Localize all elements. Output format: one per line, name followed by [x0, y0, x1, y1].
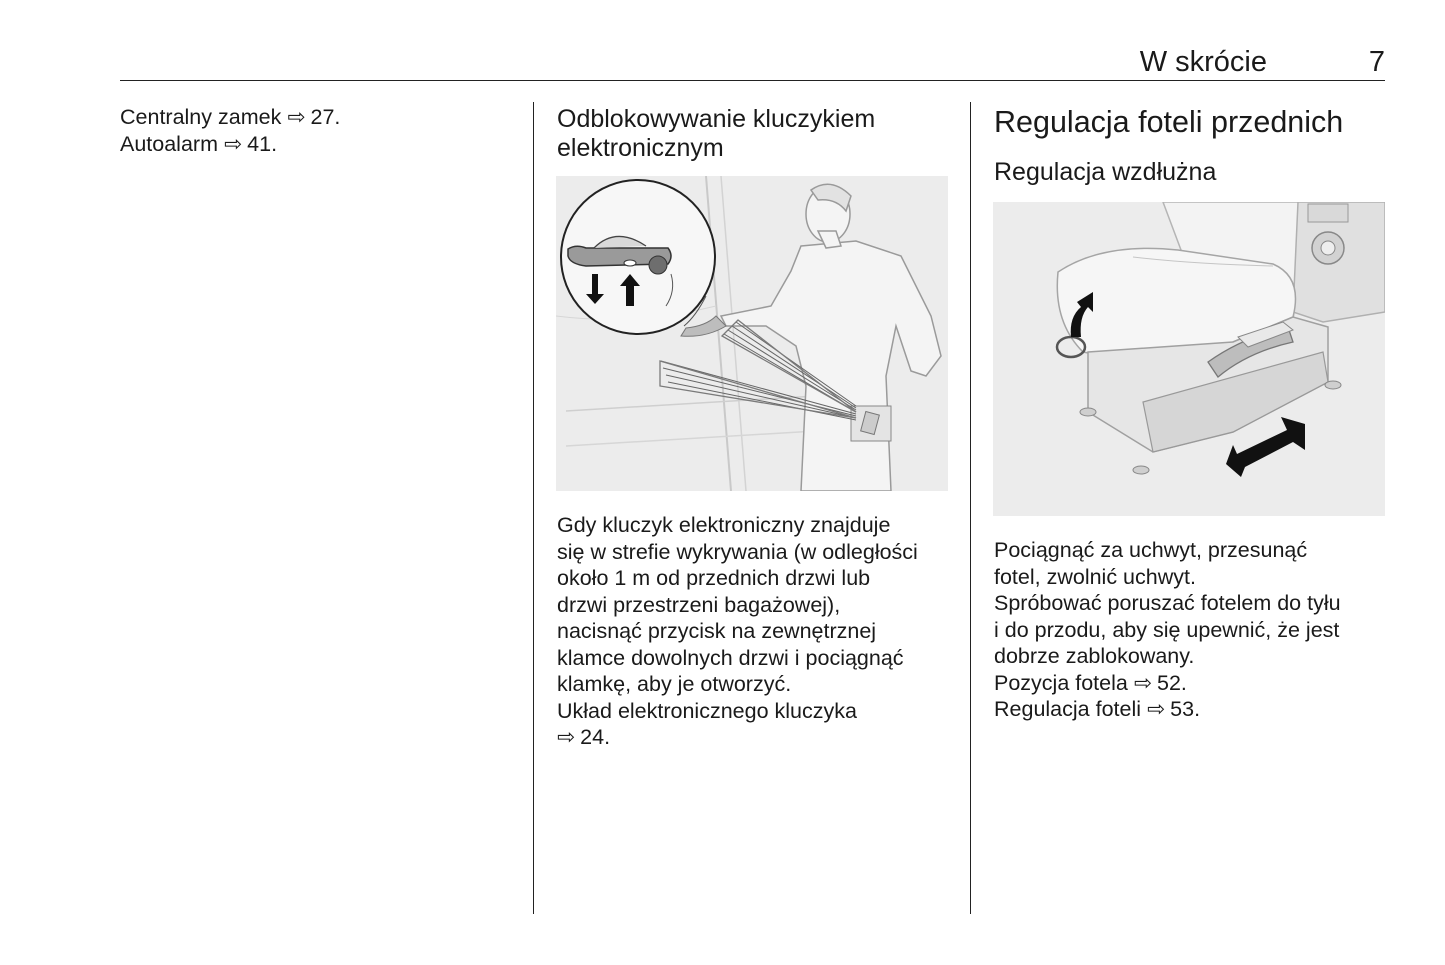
section-title: Regulacja foteli przednich	[994, 105, 1344, 139]
page-arrow-icon: ⇨	[223, 131, 242, 156]
cross-reference: Układ elektronicznego kluczyka ⇨ 24.	[557, 698, 857, 749]
column-divider-right	[970, 102, 971, 914]
column-2-body	[557, 512, 957, 751]
keyless-entry-illustration	[556, 176, 948, 491]
seat-adjustment-illustration	[993, 202, 1385, 516]
column-3	[994, 104, 1394, 187]
running-header-title: W skrócie	[1139, 46, 1267, 78]
cross-reference: Pozycja fotela ⇨ 52.	[994, 670, 1187, 695]
column-3-body	[994, 537, 1394, 723]
paragraph: Pociągnąć za uchwyt, przesunąć fotel, zwolnić uchwyt.	[994, 538, 1308, 589]
cross-reference: Centralny zamek ⇨ 27.	[120, 105, 341, 129]
paragraph: Spróbować poruszać fotelem do tyłu i do przodu, aby się upewnić, że jest dobrze zablokowany.	[994, 591, 1341, 668]
page-arrow-icon: ⇨	[557, 725, 576, 749]
page-number: 7	[1368, 46, 1385, 78]
subsection-heading: Regulacja wzdłużna	[994, 158, 1217, 186]
header-rule	[120, 80, 1385, 81]
column-1	[120, 104, 520, 157]
section-heading: Odblokowywanie kluczykiem elektronicznym	[557, 105, 876, 162]
cross-reference: Regulacja foteli ⇨ 53.	[994, 697, 1201, 721]
page-arrow-icon: ⇨	[1133, 670, 1152, 695]
cross-reference: Autoalarm ⇨ 41.	[120, 131, 278, 156]
page-arrow-icon: ⇨	[1147, 697, 1166, 721]
paragraph: Gdy kluczyk elektroniczny znajduje się w strefie wykrywania (w odległości około 1 m od przednich drzwi lub drzwi przestrzeni bagażowej), nacisnąć przycisk na zewnętrznej klamce dowolnych drzwi i pociągnąć klamkę, aby je otworzyć.	[557, 513, 918, 696]
page-arrow-icon: ⇨	[287, 105, 306, 129]
column-2	[557, 105, 957, 163]
column-divider-left	[533, 102, 534, 914]
